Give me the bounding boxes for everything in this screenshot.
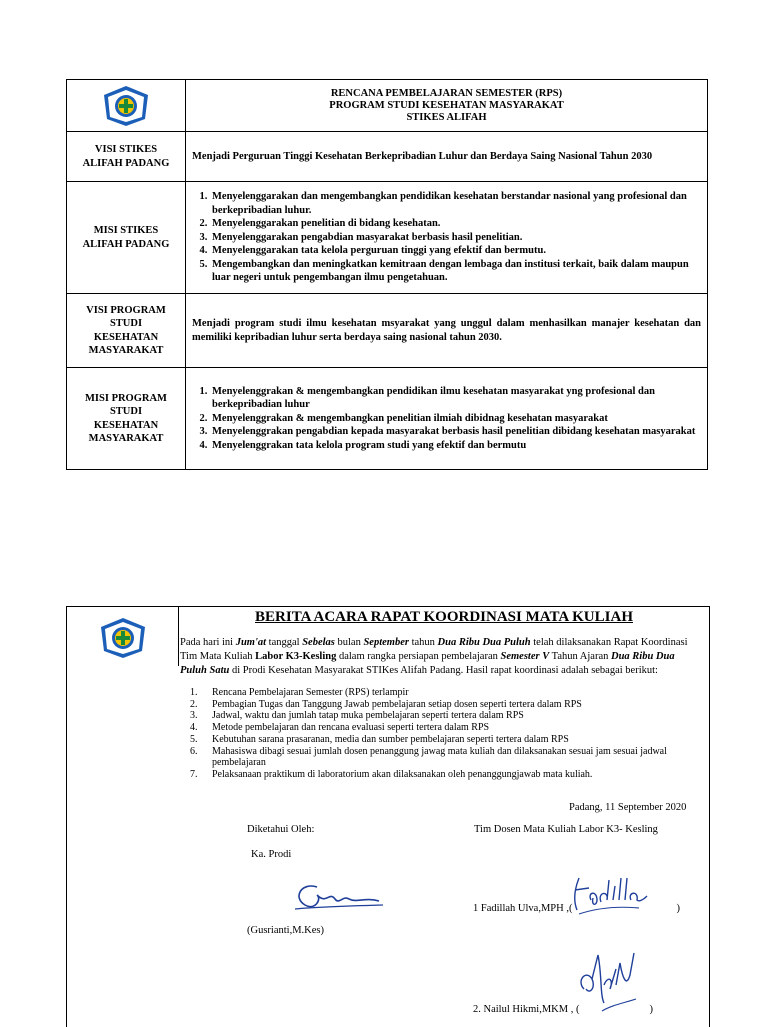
misi-stikes-label: MISI STIKES ALIFAH PADANG [67, 182, 186, 294]
member1-prefix: 1 Fadillah Ulva,MPH ,( [473, 903, 573, 914]
member2-prefix: 2. Nailul Hikmi,MKM , ( [473, 1004, 580, 1015]
list-item: 2. Menyelenggrakan & mengembangkan penelitian ilmiah dibidnag kesehatan masyarakat [210, 412, 701, 426]
list-item: 1. Rencana Pembelajaran Semester (RPS) terlampir [200, 687, 700, 699]
list-item: 1. Menyelenggrakan & mengembangkan pendidikan ilmu kesehatan masyarakat yng profesional dan berkepribadian luhur [210, 385, 701, 412]
misi-prodi-label: MISI PROGRAM STUDI KESEHATAN MASYARAKAT [67, 368, 186, 470]
member1-line [473, 903, 680, 914]
list-item: 5. Kebutuhan sarana prasaranan, media dan sumber pembelajaran seperti tertera dalam RPS [200, 734, 700, 746]
rps-header-line2: PROGRAM STUDI KESEHATAN MASYARAKAT [329, 99, 564, 111]
visi-stikes-text: Menjadi Perguruan Tinggi Kesehatan Berkepribadian Luhur dan Berdaya Saing Nasional Tahun 2030 [186, 132, 708, 182]
list-item: 6. Mahasiswa dibagi sesuai jumlah dosen penanggung jawag mata kuliah dan dilaksanakan sesuai jam sesuai jadwal pembelajaran [200, 746, 700, 769]
rps-header [186, 80, 708, 132]
member1-suffix: ) [676, 903, 680, 914]
visi-stikes-label: VISI STIKES ALIFAH PADANG [67, 132, 186, 182]
stikes-logo-icon [102, 85, 150, 127]
rps-table [66, 79, 708, 470]
stikes-logo-icon [99, 617, 147, 659]
left-heading: Diketahui Oleh: [247, 824, 315, 835]
rps-header-line1: RENCANA PEMBELAJARAN SEMESTER (RPS) [330, 87, 563, 99]
member2-line [473, 1004, 653, 1015]
berita-acara-box [66, 606, 710, 1027]
right-heading: Tim Dosen Mata Kuliah Labor K3- Kesling [474, 824, 658, 835]
berita-acara-list [180, 687, 700, 781]
rps-header-line3: STIKES ALIFAH [406, 111, 487, 123]
left-name: (Gusrianti,M.Kes) [247, 925, 324, 936]
misi-prodi-list [186, 368, 708, 470]
visi-prodi-text: Menjadi program studi ilmu kesehatan msyarakat yang unggul dalam menhasilkan manajer kesehatan dan memiliki kepribadian luhur serta berdaya saing nasional tahun 2030. [186, 294, 708, 368]
list-item: 4. Metode pembelajaran dan rencana evaluasi seperti tertera dalam RPS [200, 722, 700, 734]
list-item: 3. Jadwal, waktu dan jumlah tatap muka pembelajaran seperti tertera dalam RPS [200, 710, 700, 722]
place-date: Padang, 11 September 2020 [569, 802, 687, 813]
signature-gusrianti-icon [287, 877, 387, 917]
list-item: 4. Menyelenggrakan tata kelola program studi yang efektif dan bermutu [210, 439, 701, 453]
misi-stikes-list [186, 182, 708, 294]
logo-cell [67, 80, 186, 132]
list-item: 4. Menyelenggarakan tata kelola perguruan tinggi yang efektif dan bermutu. [210, 244, 701, 258]
list-item: 3. Menyelenggarakan pengabdian masyarakat berbasis hasil penelitian. [210, 231, 701, 245]
list-item: 3. Menyelenggrakan pengabdian kepada masyarakat berbasis hasil penelitian dibidang kesehatan masyarakat [210, 425, 701, 439]
list-item: 5. Mengembangkan dan meningkatkan kemitraan dengan lembaga dan institusi terkait, baik dalam maupun luar negeri untuk pengembangan ilmu pengetahuan. [210, 258, 701, 285]
member2-suffix: ) [649, 1004, 653, 1015]
list-item: 2. Menyelenggarakan penelitian di bidang kesehatan. [210, 217, 701, 231]
visi-prodi-label: VISI PROGRAM STUDI KESEHATAN MASYARAKAT [67, 294, 186, 368]
list-item: 2. Pembagian Tugas dan Tanggung Jawab pembelajaran setiap dosen seperti tertera dalam RPS [200, 699, 700, 711]
berita-acara-intro: Pada hari ini Jum'at tanggal Sebelas bulan September tahun Dua Ribu Dua Puluh telah dilaksanakan Rapat Koordinasi Tim Mata Kuliah Labor K3-Kesling dalam rangka persiapan pembelajaran Semester V Tahun Ajaran Dua Ribu Dua Puluh Satu di Prodi Kesehatan Masyarakat STIKes Alifah Padang. Hasil rapat koordinasi adalah sebagai berikut: [180, 637, 688, 677]
list-item: 1. Menyelenggarakan dan mengembangkan pendidikan kesehatan berstandar nasional yang profesional dan berkepribadian luhur. [210, 190, 701, 217]
berita-acara-title: BERITA ACARA RAPAT KOORDINASI MATA KULIAH [255, 609, 633, 625]
list-item: 7. Pelaksanaan praktikum di laboratorium akan dilaksanakan oleh penanggungjawab mata kuliah. [200, 769, 700, 781]
left-role: Ka. Prodi [251, 849, 292, 860]
